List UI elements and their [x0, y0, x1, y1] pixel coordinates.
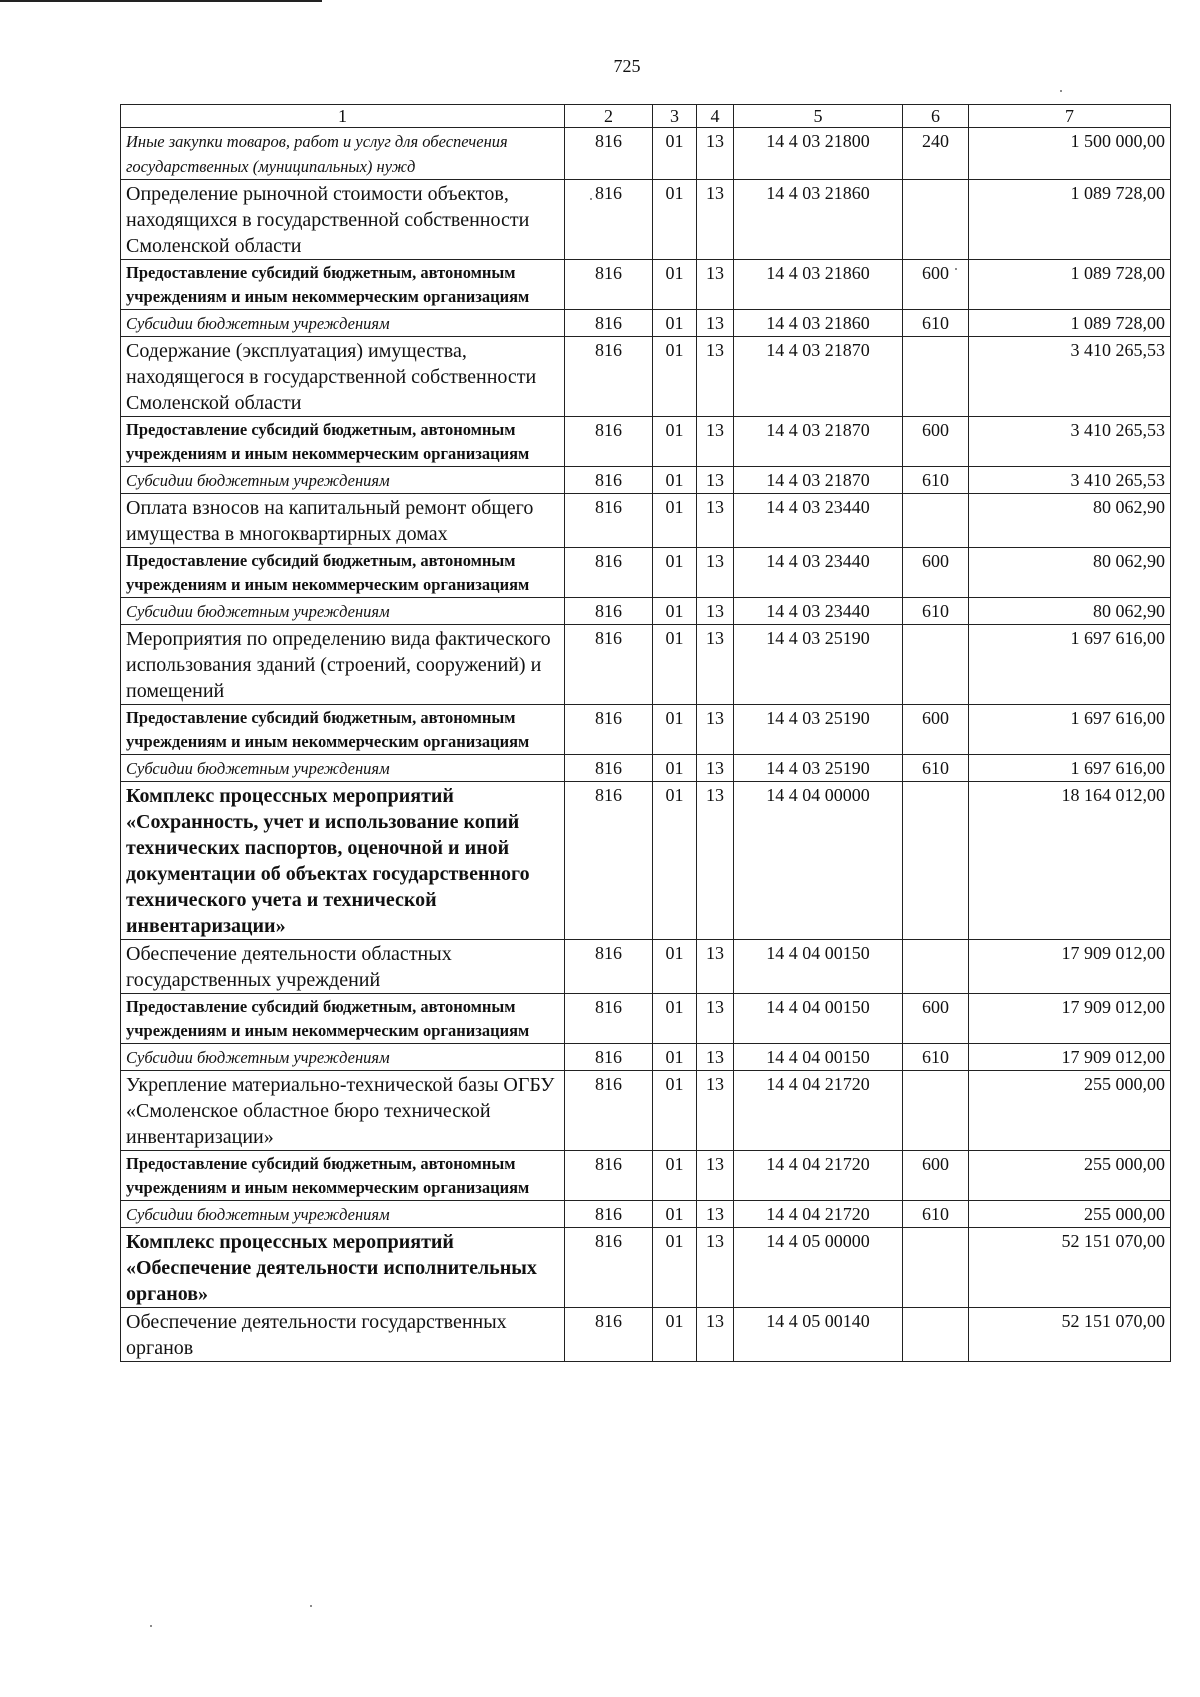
amount-cell: 52 151 070,00	[969, 1228, 1171, 1308]
section-cell: 01	[653, 494, 697, 548]
table-row	[121, 494, 1171, 548]
target-article-cell: 14 4 03 21870	[734, 337, 903, 417]
row-name-cell: Мероприятия по определению вида фактического использования зданий (строений, сооружений) и помещений	[121, 625, 565, 705]
section-cell: 01	[653, 548, 697, 598]
grbs-cell: 816	[565, 1151, 653, 1201]
subsection-cell: 13	[697, 1044, 734, 1071]
section-cell: 01	[653, 467, 697, 494]
expense-type-cell: 600	[903, 705, 969, 755]
target-article-cell: 14 4 05 00140	[734, 1308, 903, 1362]
expense-type-cell	[903, 625, 969, 705]
expense-type-cell	[903, 782, 969, 940]
row-name-cell: Обеспечение деятельности областных государственных учреждений	[121, 940, 565, 994]
target-article-cell: 14 4 03 23440	[734, 598, 903, 625]
grbs-cell: 816	[565, 494, 653, 548]
subsection-cell: 13	[697, 494, 734, 548]
subsection-cell: 13	[697, 1308, 734, 1362]
row-name-cell: Предоставление субсидий бюджетным, автономным учреждениям и иным некоммерческим организациям	[121, 994, 565, 1044]
subsection-cell: 13	[697, 180, 734, 260]
row-name-cell: Иные закупки товаров, работ и услуг для обеспечения государственных (муниципальных) нужд	[121, 128, 565, 180]
section-cell: 01	[653, 625, 697, 705]
target-article-cell: 14 4 04 00000	[734, 782, 903, 940]
section-cell: 01	[653, 1151, 697, 1201]
subsection-cell: 13	[697, 467, 734, 494]
grbs-cell: 816	[565, 548, 653, 598]
row-name-cell: Укрепление материально-технической базы ОГБУ «Смоленское областное бюро технической инвентаризации»	[121, 1071, 565, 1151]
expense-type-cell	[903, 494, 969, 548]
table-row	[121, 548, 1171, 598]
subsection-cell: 13	[697, 1228, 734, 1308]
section-cell: 01	[653, 598, 697, 625]
expense-type-cell: 600	[903, 548, 969, 598]
section-cell: 01	[653, 940, 697, 994]
grbs-cell: 816	[565, 755, 653, 782]
table-row	[121, 598, 1171, 625]
subsection-cell: 13	[697, 1071, 734, 1151]
amount-cell: 1 089 728,00	[969, 310, 1171, 337]
target-article-cell: 14 4 03 21870	[734, 417, 903, 467]
target-article-cell: 14 4 03 21800	[734, 128, 903, 180]
amount-cell: 17 909 012,00	[969, 940, 1171, 994]
expense-type-cell: 610	[903, 598, 969, 625]
amount-cell: 255 000,00	[969, 1201, 1171, 1228]
target-article-cell: 14 4 03 21870	[734, 467, 903, 494]
amount-cell: 1 697 616,00	[969, 755, 1171, 782]
expense-type-cell	[903, 1228, 969, 1308]
subsection-cell: 13	[697, 548, 734, 598]
row-name-cell: Предоставление субсидий бюджетным, автономным учреждениям и иным некоммерческим организациям	[121, 260, 565, 310]
amount-cell: 1 089 728,00	[969, 260, 1171, 310]
grbs-cell: 816	[565, 417, 653, 467]
target-article-cell: 14 4 03 21860	[734, 180, 903, 260]
target-article-cell: 14 4 04 00150	[734, 1044, 903, 1071]
expense-type-cell: 610	[903, 755, 969, 782]
expense-type-cell	[903, 1308, 969, 1362]
grbs-cell: 816	[565, 337, 653, 417]
expense-type-cell: 240	[903, 128, 969, 180]
subsection-cell: 13	[697, 755, 734, 782]
grbs-cell: 816	[565, 310, 653, 337]
table-row	[121, 994, 1171, 1044]
row-name-cell: Определение рыночной стоимости объектов, находящихся в государственной собственности Смоленской области	[121, 180, 565, 260]
section-cell: 01	[653, 310, 697, 337]
section-cell: 01	[653, 782, 697, 940]
scan-speck	[150, 1625, 152, 1627]
amount-cell: 80 062,90	[969, 598, 1171, 625]
grbs-cell: 816	[565, 467, 653, 494]
target-article-cell: 14 4 03 25190	[734, 625, 903, 705]
column-header: 1	[121, 105, 565, 128]
amount-cell: 17 909 012,00	[969, 994, 1171, 1044]
target-article-cell: 14 4 04 00150	[734, 940, 903, 994]
expense-type-cell: 610	[903, 310, 969, 337]
subsection-cell: 13	[697, 625, 734, 705]
target-article-cell: 14 4 03 25190	[734, 755, 903, 782]
row-name-cell: Субсидии бюджетным учреждениям	[121, 467, 565, 494]
grbs-cell: 816	[565, 128, 653, 180]
table-row	[121, 1071, 1171, 1151]
amount-cell: 3 410 265,53	[969, 337, 1171, 417]
grbs-cell: 816	[565, 260, 653, 310]
grbs-cell: 816	[565, 705, 653, 755]
target-article-cell: 14 4 04 21720	[734, 1201, 903, 1228]
subsection-cell: 13	[697, 128, 734, 180]
section-cell: 01	[653, 1044, 697, 1071]
target-article-cell: 14 4 03 23440	[734, 494, 903, 548]
amount-cell: 17 909 012,00	[969, 1044, 1171, 1071]
subsection-cell: 13	[697, 260, 734, 310]
section-cell: 01	[653, 1201, 697, 1228]
row-name-cell: Предоставление субсидий бюджетным, автономным учреждениям и иным некоммерческим организациям	[121, 705, 565, 755]
grbs-cell: 816	[565, 1044, 653, 1071]
table-row	[121, 940, 1171, 994]
subsection-cell: 13	[697, 598, 734, 625]
scan-speck	[1060, 90, 1062, 92]
subsection-cell: 13	[697, 782, 734, 940]
section-cell: 01	[653, 1228, 697, 1308]
row-name-cell: Комплекс процессных мероприятий «Обеспечение деятельности исполнительных органов»	[121, 1228, 565, 1308]
scan-speck	[310, 1605, 312, 1607]
section-cell: 01	[653, 180, 697, 260]
row-name-cell: Обеспечение деятельности государственных органов	[121, 1308, 565, 1362]
target-article-cell: 14 4 03 21860	[734, 260, 903, 310]
amount-cell: 80 062,90	[969, 548, 1171, 598]
table-body	[121, 128, 1171, 1362]
row-name-cell: Предоставление субсидий бюджетным, автономным учреждениям и иным некоммерческим организациям	[121, 1151, 565, 1201]
section-cell: 01	[653, 337, 697, 417]
row-name-cell: Предоставление субсидий бюджетным, автономным учреждениям и иным некоммерческим организациям	[121, 417, 565, 467]
amount-cell: 52 151 070,00	[969, 1308, 1171, 1362]
row-name-cell: Субсидии бюджетным учреждениям	[121, 755, 565, 782]
subsection-cell: 13	[697, 1151, 734, 1201]
column-header: 6	[903, 105, 969, 128]
expense-type-cell: 600	[903, 260, 969, 310]
table-row	[121, 337, 1171, 417]
subsection-cell: 13	[697, 417, 734, 467]
grbs-cell: 816	[565, 625, 653, 705]
amount-cell: 1 089 728,00	[969, 180, 1171, 260]
header-row	[121, 105, 1171, 128]
column-header: 7	[969, 105, 1171, 128]
row-name-cell: Субсидии бюджетным учреждениям	[121, 310, 565, 337]
subsection-cell: 13	[697, 337, 734, 417]
grbs-cell: 816	[565, 940, 653, 994]
section-cell: 01	[653, 260, 697, 310]
expense-type-cell	[903, 940, 969, 994]
table-row	[121, 417, 1171, 467]
section-cell: 01	[653, 705, 697, 755]
section-cell: 01	[653, 128, 697, 180]
row-name-cell: Содержание (эксплуатация) имущества, находящегося в государственной собственности Смоленской области	[121, 337, 565, 417]
amount-cell: 18 164 012,00	[969, 782, 1171, 940]
expense-type-cell: 600	[903, 994, 969, 1044]
row-name-cell: Предоставление субсидий бюджетным, автономным учреждениям и иным некоммерческим организациям	[121, 548, 565, 598]
section-cell: 01	[653, 994, 697, 1044]
amount-cell: 1 697 616,00	[969, 625, 1171, 705]
target-article-cell: 14 4 03 23440	[734, 548, 903, 598]
table-row	[121, 782, 1171, 940]
grbs-cell: 816	[565, 1228, 653, 1308]
expense-type-cell: 610	[903, 1044, 969, 1071]
grbs-cell: 816	[565, 782, 653, 940]
row-name-cell: Комплекс процессных мероприятий «Сохранность, учет и использование копий технических паспортов, оценочной и иной документации об объектах государственного технического учета и технической инвентаризации»	[121, 782, 565, 940]
section-cell: 01	[653, 1308, 697, 1362]
row-name-cell: Субсидии бюджетным учреждениям	[121, 598, 565, 625]
grbs-cell: 816	[565, 1071, 653, 1151]
subsection-cell: 13	[697, 940, 734, 994]
table-row	[121, 1151, 1171, 1201]
expense-type-cell: 600	[903, 417, 969, 467]
column-header: 5	[734, 105, 903, 128]
amount-cell: 3 410 265,53	[969, 467, 1171, 494]
row-name-cell: Субсидии бюджетным учреждениям	[121, 1201, 565, 1228]
row-name-cell: Субсидии бюджетным учреждениям	[121, 1044, 565, 1071]
target-article-cell: 14 4 05 00000	[734, 1228, 903, 1308]
expense-type-cell	[903, 1071, 969, 1151]
expense-type-cell: 610	[903, 467, 969, 494]
grbs-cell: 816	[565, 180, 653, 260]
amount-cell: 1 697 616,00	[969, 705, 1171, 755]
section-cell: 01	[653, 417, 697, 467]
table-row	[121, 467, 1171, 494]
target-article-cell: 14 4 04 21720	[734, 1071, 903, 1151]
subsection-cell: 13	[697, 310, 734, 337]
table-row	[121, 1201, 1171, 1228]
budget-table	[120, 104, 1171, 1362]
page-number: 725	[613, 56, 641, 76]
section-cell: 01	[653, 1071, 697, 1151]
expense-type-cell	[903, 180, 969, 260]
table-row	[121, 1044, 1171, 1071]
column-header: 4	[697, 105, 734, 128]
amount-cell: 255 000,00	[969, 1151, 1171, 1201]
amount-cell: 3 410 265,53	[969, 417, 1171, 467]
row-name-cell: Оплата взносов на капитальный ремонт общего имущества в многоквартирных домах	[121, 494, 565, 548]
table-row	[121, 1228, 1171, 1308]
table-row	[121, 705, 1171, 755]
table-row	[121, 128, 1171, 180]
grbs-cell: 816	[565, 1308, 653, 1362]
target-article-cell: 14 4 04 21720	[734, 1151, 903, 1201]
expense-type-cell: 600	[903, 1151, 969, 1201]
scan-speck	[590, 198, 592, 200]
table-row	[121, 260, 1171, 310]
expense-type-cell	[903, 337, 969, 417]
subsection-cell: 13	[697, 1201, 734, 1228]
subsection-cell: 13	[697, 994, 734, 1044]
target-article-cell: 14 4 03 25190	[734, 705, 903, 755]
section-cell: 01	[653, 755, 697, 782]
table-row	[121, 180, 1171, 260]
table-row	[121, 625, 1171, 705]
grbs-cell: 816	[565, 598, 653, 625]
grbs-cell: 816	[565, 1201, 653, 1228]
column-header: 2	[565, 105, 653, 128]
table-row	[121, 310, 1171, 337]
column-header: 3	[653, 105, 697, 128]
amount-cell: 80 062,90	[969, 494, 1171, 548]
table-row	[121, 755, 1171, 782]
top-scan-rule	[0, 0, 322, 2]
table-row	[121, 1308, 1171, 1362]
amount-cell: 255 000,00	[969, 1071, 1171, 1151]
amount-cell: 1 500 000,00	[969, 128, 1171, 180]
scan-speck	[955, 268, 957, 270]
grbs-cell: 816	[565, 994, 653, 1044]
target-article-cell: 14 4 04 00150	[734, 994, 903, 1044]
expense-type-cell: 610	[903, 1201, 969, 1228]
subsection-cell: 13	[697, 705, 734, 755]
target-article-cell: 14 4 03 21860	[734, 310, 903, 337]
